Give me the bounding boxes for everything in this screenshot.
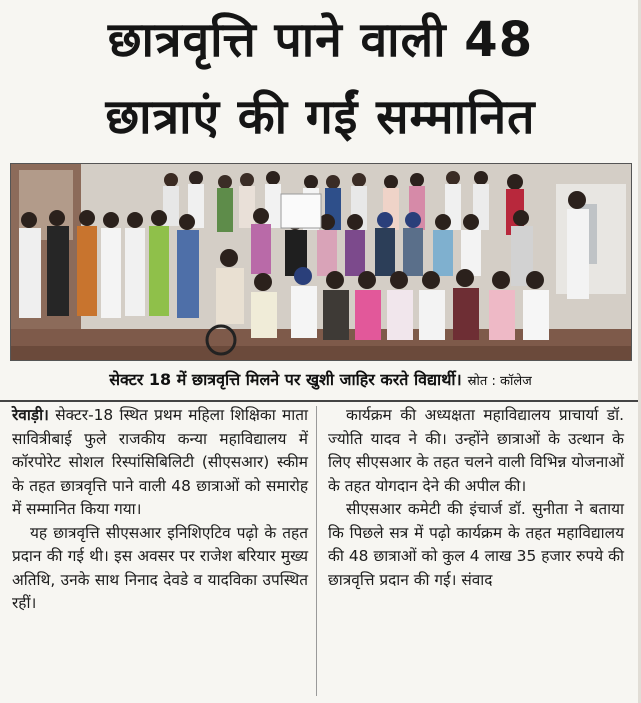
headline [0, 0, 641, 156]
article-text: सेक्टर-18 स्थित प्रथम महिला शिक्षिका माता सावित्रीबाई फुले राजकीय कन्या महाविद्यालय में कॉरपोरेट सोशल रिस्पांसिबिलिटी (सीएसआर) स्कीम के तहत छात्रवृत्ति पाने वाली 48 छात्राओं को समारोह में सम्मानित किया गया। [12, 406, 308, 518]
article-column-right [328, 404, 624, 592]
group-photo [10, 163, 632, 361]
caption-source: स्रोत : कॉलेज [467, 374, 532, 389]
column-divider [316, 406, 317, 696]
article-column-left [12, 404, 308, 616]
dateline: रेवाड़ी। [12, 406, 49, 424]
caption-text: सेक्टर 18 में छात्रवृत्ति मिलने पर खुशी जाहिर करते विद्यार्थी। [109, 370, 462, 389]
article-paragraph: यह छात्रवृत्ति सीएसआर इनिशिएटिव पढ़ो के तहत प्रदान की गई थी। इस अवसर पर राजेश बरियार मुख्य अतिथि, उनके साथ निनाद देवडे व यादविका उपस्थित रहीं। [12, 523, 308, 612]
headline-line-2: छात्राएं की गईं सम्मानित [105, 89, 536, 145]
photo-caption [0, 360, 641, 402]
article-paragraph: सीएसआर कमेटी की इंचार्ज डॉ. सुनीता ने बताया कि पिछले सत्र में पढ़ो कार्यक्रम के तहत महाविद्यालय की 48 छात्राओं को कुल 4 लाख 35 हजार रुपये की छात्रवृत्ति प्रदान की गई। संवाद [328, 500, 624, 589]
article-paragraph: कार्यक्रम की अध्यक्षता महाविद्यालय प्राचार्या डॉ. ज्योति यादव ने की। उन्होंने छात्राओं के उत्थान के लिए सीएसआर के तहत चलने वाली विभिन्न योजनाओं के तहत योगदान देने की अपील की। [328, 406, 624, 495]
group-photo-icon [11, 164, 631, 360]
article-paragraph [12, 404, 308, 522]
headline-line-1: छात्रवृत्ति पाने वाली 48 [107, 12, 534, 68]
